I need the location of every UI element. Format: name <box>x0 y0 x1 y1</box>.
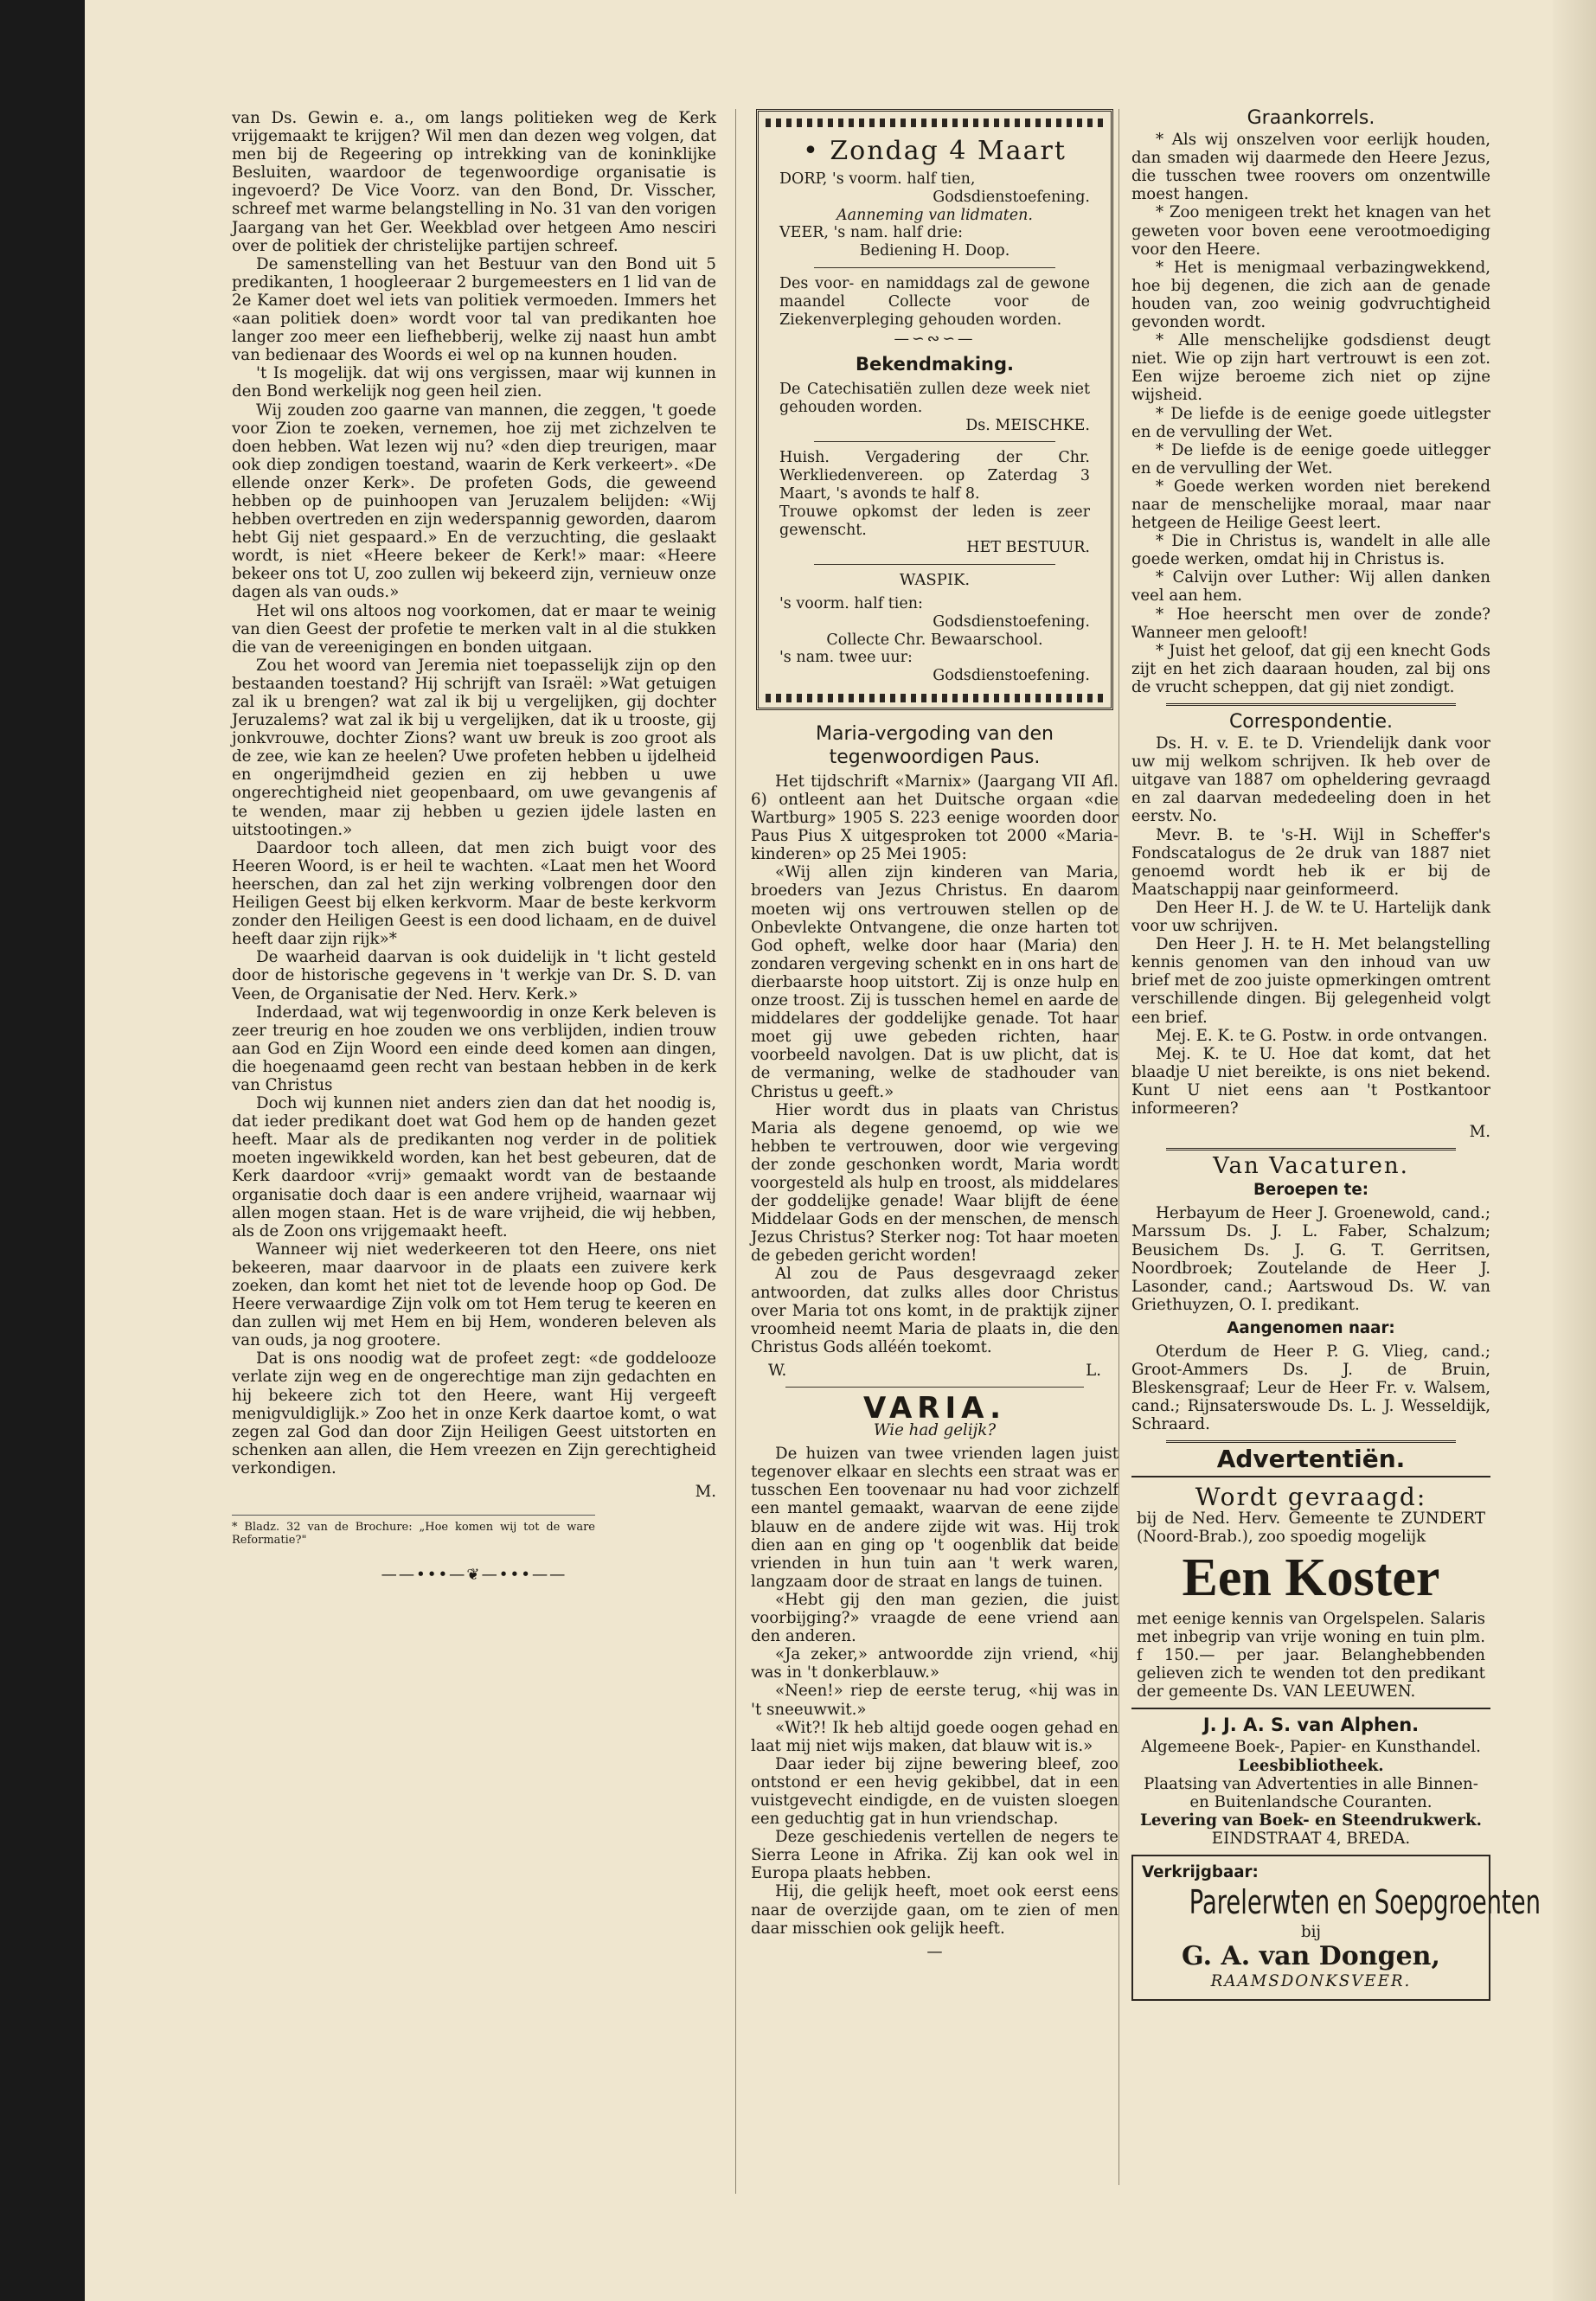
notice-signature: Ds. MEISCHKE. <box>965 416 1090 434</box>
article-paragraph: Zou het woord van Jeremia niet toepasselijk zijn op den bestaanden toestand? Hij schrijft van Israël: »Wat getuigen zal ik u brengen? wat zal ik bij u vergelijken, gij dochter Jeruzalems? wat zal ik bij u vergelijken, dat ik u trooste, gij jonkvrouwe, dochter Zions? want uw breuk is zoo groot als de zee, wie kan ze heelen? Uwe profeten hebben u ijdelheid en ongerijmdheid gezien en zij hebben u uwe ongerechtigheid niet geopenbaard, om uwe gevangenis af te wenden, maar zij hebben u gezien ijdele lasten en uitstootingen.» <box>232 656 716 839</box>
column-right <box>1131 107 1541 2001</box>
dorp-service: Godsdienstoefening. <box>933 188 1090 206</box>
article-paragraph: Wanneer wij niet wederkeeren tot den Heere, ons niet bekeeren, maar daarvoor in de plaats een zuivere kerk zoeken, dan komt het niet tot de levende hoop op God. De Heere verwaardige Zijn volk om tot Hem terug te keeren en dan zullen wij met Hem en bij Hem, wonderen beleven als van ouds, ja nog grootere. <box>232 1240 716 1350</box>
graankorrel-item: * Calvijn over Luther: Wij allen danken veel aan hem. <box>1131 568 1490 606</box>
correspondence-item: Mej. E. K. te G. Postw. in orde ontvangen. <box>1156 1026 1488 1045</box>
correspondence-item: Den Heer J. H. te H. Met belangstelling kennis genomen van den inhoud van uw brief met de zoo juiste opmerkingen omtrent verschillende dingen. Bij gelegenheid volgt een brief. <box>1131 935 1490 1027</box>
correspondence-item: Den Heer H. J. de W. te U. Hartelijk dank voor uw schrijven. <box>1131 898 1490 936</box>
article-signature: M. <box>695 1483 716 1502</box>
catechisatie-notice: De Catechisatiën zullen deze week niet gehouden worden. <box>779 380 1090 416</box>
waspik-morning-service: Godsdienstoefening. <box>933 612 1090 631</box>
column-middle <box>751 109 1118 1961</box>
alphen-line: Leesbibliotheek. <box>1238 1756 1384 1775</box>
divider <box>785 1387 1084 1388</box>
article-paragraph: De huizen van twee vrienden lagen juist tegenover elkaar en slechts een straat was er tusschen Een toovenaar nu had voor zichzelf een mantel gemaakt, waarvan de eene zijde blauw en de andere zijde wit was. Hij trok dien aan en ging op 't oogenblik dat beide vrienden in hun tuin aan 't werk waren, langzaam door de straat en langs de tuinen. <box>751 1445 1118 1591</box>
koster-ad-heading: Wordt gevraagd: <box>1195 1482 1427 1511</box>
beroepen-list: Herbayum de Heer J. Groenewold, cand.; Marssum Ds. J. L. Faber, Schalzum; Beusichem Ds. J. G. T. Gerritsen, Noordbroek; Zoutelande de Heer J. Lasonder, cand.; Aartswoud Ds. W. van Griethuyzen, O. I. predikant. <box>1131 1204 1490 1314</box>
correspondence-item: Mevr. B. te 's-H. Wijl in Scheffer's Fondscatalogus de 2e druk van 1887 niet genoemd wordt heb ik er bij de Maatschappij naar geinformeerd. <box>1131 825 1490 899</box>
article-paragraph: Hij, die gelijk heeft, moet ook eerst eens naar de overzijde gaan, om te zien of men daar misschien ook gelijk heeft. <box>751 1882 1118 1938</box>
vacaturen-heading: Van Vacaturen. <box>1213 1153 1409 1180</box>
correspondence-item: Mej. K. te U. Hoe dat komt, dat het blaadje U niet bereikte, is ons niet bekend. Kunt U niet eens aan 't Postkantoor informeeren? <box>1131 1044 1490 1118</box>
article-signature: M. <box>1469 1123 1490 1142</box>
meeting-attendance: Trouwe opkomst der leden is zeer gewenscht. <box>779 503 1090 539</box>
article-signature <box>751 1362 1118 1380</box>
signature-initial: W. <box>768 1361 787 1380</box>
divider <box>1166 1440 1456 1443</box>
bekendmaking-heading: Bekendmaking. <box>855 354 1015 375</box>
collecte-notice: Des voor- en namiddags zal de gewone maandel Collecte voor de Ziekenverpleging gehouden worden. <box>779 274 1090 329</box>
divider <box>1166 1148 1456 1150</box>
divider <box>814 564 1055 565</box>
product-name: Parelerwten en Soepgroenten <box>1189 1883 1541 1922</box>
alphen-advertisement <box>1131 1716 1490 1848</box>
newspaper-page <box>85 0 1596 2301</box>
signature-initial: L. <box>1086 1361 1101 1380</box>
column-divider <box>735 109 736 2194</box>
waspik-morning-time: 's voorm. half tien: <box>779 594 923 612</box>
seller-town: RAAMSDONKSVEER. <box>1210 1972 1412 1991</box>
column-divider <box>1118 109 1119 2185</box>
article-paragraph: Hier wordt dus in plaats van Christus Maria als degene genoemd, op wie we hebben te vertrouwen, door wie vergeving der zonde geschonken wordt, Maria wordt voorgesteld als hulp en troost, als middelares der goddelijke genade! Waar blijft de éene Middelaar Gods en der menschen, de mensch Jezus Christus? Sterker nog: Tot haar moeten de gebeden gericht worden! <box>751 1100 1118 1266</box>
dorp-service-note: Aanneming van lidmaten. <box>836 206 1033 224</box>
advertenties-heading: Advertentiën. <box>1216 1445 1406 1474</box>
graankorrel-item: * Hoe heerscht men over de zonde? Wanneer men gelooft! <box>1131 605 1490 642</box>
article-paragraph: van Ds. Gewin e. a., om langs politieken weg de Kerk vrijgemaakt te krijgen? Wil men dan dezen weg volgen, dat men bij de Regeering op intrekking van de koninklijke Besluiten, waardoor de tegenwoordige organisatie is ingevoerd? De Vice Voorz. van den Bond, Dr. Visscher, schreef met warme belangstelling in No. 31 van den vorigen Jaargang van het Ger. Weekblad over hetgeen Amo nesciri over de politiek der christelijke partijen schreef. <box>232 109 716 255</box>
varia-subtitle: Wie had gelijk? <box>873 1421 997 1440</box>
koster-ad-body: met eenige kennis van Orgelspelen. Salaris met inbegrip van vrije woning en tuin plm. f 150.— per jaar. Belanghebbenden gelieven zich te wenden tot den predikant der gemeente Ds. VAN LEEUWEN. <box>1137 1609 1485 1702</box>
dorp-service-time: DORP, 's voorm. half tien, <box>779 170 976 188</box>
graankorrel-item: * Als wij onszelven voor eerlijk houden, dan smaden wij daarmede den Heere Jezus, die tusschen twee roovers om onzentwille moest hangen. <box>1131 131 1490 204</box>
varia-heading: VARIA. <box>862 1391 1006 1426</box>
waspik-afternoon-time: 's nam. twee uur: <box>779 649 913 667</box>
article-paragraph: Doch wij kunnen niet anders zien dan dat het noodig is, dat ieder predikant doet wat God hem op de handen gezet heeft. Maar als de predikanten nog verder in de politiek moeten ingewikkeld worden, kan het best gebeuren, dat de Kerk daardoor «vrij» gemaakt wordt van de bestaande organisatie doch daar is een andere vrijheid, waarnaar wij allen mogen staan. Het is de ware vrijheid, die wij hebben, als de Zoon ons vrijgemaakt heeft. <box>232 1094 716 1240</box>
article-paragraph: Het wil ons altoos nog voorkomen, dat er maar te weinig van dien Geest der profetie te merken valt in al die stukken die van de vereenigingen en bonden uitgaan. <box>232 601 716 657</box>
ornament: —∽∾∽— <box>894 330 976 349</box>
article-paragraph: «Wij allen zijn kinderen van Maria, broeders van Jezus Christus. En daarom moeten wij ons vertrouwen stellen op de Onbevlekte Ontvangene, die onze harten tot God opheft, welke door haar (Maria) den zondaren vergeving schenkt en in ons hart de dierbaarste hoop uitstort. Zij is onze hulp en onze troost. Zij is tusschen hemel en aarde de middelares der goddelijke genade. Tot haar moet gij uwe gebeden richten, haar voorbeeld navolgen. Dat is uw plicht, dat is de vermaning, welke de stadhouder van Christus u geeft.» <box>751 863 1118 1101</box>
footnote: * Bladz. 32 van de Brochure: „Hoe komen wij tot de ware Reformatie?" <box>232 1515 595 1547</box>
beroepen-heading: Beroepen te: <box>1253 1181 1368 1200</box>
article-paragraph: Het tijdschrift «Marnix» (Jaargang VII Afl. 6) ontleent aan het Duitsche orgaan «die Wartburg» 1905 S. 223 eenige woorden door Paus Pius X uitgesproken tot 2000 «Maria-kinderen» op 25 Mei 1905: <box>751 772 1118 864</box>
verkrijgbaar-heading: Verkrijgbaar: <box>1142 1862 1259 1881</box>
graankorrel-item: * Alle menschelijke godsdienst deugt niet. Wie op zijn hart vertrouwt is een zot. Een wijze beroeme zich niet op zijne wijsheid. <box>1131 331 1490 405</box>
article-paragraph: Daardoor toch alleen, dat men zich buigt voor des Heeren Woord, is er heil te wachten. «Laat men het Woord heerschen, dan zal het zijn werking volbrengen door den Heiligen Geest bij elken kerkvorm. Maar de beste kerkvorm zonder den Heiligen Geest is een dood lichaam, en de duivel heeft daar zijn rijk»* <box>232 838 716 949</box>
alphen-line: Plaatsing van Advertenties in alle Binnen- en Buitenlandsche Couranten. <box>1144 1774 1478 1811</box>
alphen-address: EINDSTRAAT 4, BREDA. <box>1211 1829 1411 1848</box>
article-paragraph: Deze geschiedenis vertellen de negers te Sierra Leone in Afrika. Zij kan ook wel in Europa plaats hebben. <box>751 1828 1118 1883</box>
meeting-notice: Huish. Vergadering der Chr. Werkliedenvereen. op Zaterdag 3 Maart, 's avonds te half 8. <box>779 449 1090 503</box>
waspik-collecte: Collecte Chr. Bewaarschool. <box>826 631 1043 649</box>
veer-service: Bediening H. Doop. <box>859 242 1010 260</box>
alphen-line: Algemeene Boek-, Papier- en Kunsthandel. <box>1141 1738 1481 1757</box>
alphen-name: J. J. A. S. van Alphen. <box>1202 1715 1420 1736</box>
end-ornament: ——•••—❦—•••—— <box>381 1566 567 1585</box>
article-paragraph: «Neen!» riep de eerste terug, «hij was in 't sneeuwwit.» <box>751 1682 1118 1719</box>
graankorrel-item: * De liefde is de eenige goede uitlegster en de vervulling der Wet. <box>1131 404 1490 441</box>
graankorrels-heading: Graankorrels. <box>1247 107 1375 129</box>
koster-advertisement <box>1131 1476 1490 1710</box>
graankorrel-item: * Goede werken worden niet berekend naar de menschelijke moraal, maar naar hetgeen de Heilige Geest leert. <box>1131 477 1490 533</box>
divider <box>814 267 1055 268</box>
article-paragraph: De waarheid daarvan is ook duidelijk in 't licht gesteld door de historische gegevens in 't werkje van Dr. S. D. van Veen, de Organisatie der Ned. Herv. Kerk.» <box>232 948 716 1003</box>
correspondentie-heading: Correspondentie. <box>1228 711 1394 733</box>
article-paragraph: Daar ieder bij zijne bewering bleef, zoo ontstond er een hevig gekibbel, dat in een vuistgevecht eindigde, en de vuisten sloegen een geduchtig gat in hun vriendschap. <box>751 1754 1118 1829</box>
aangenomen-list: Oterdum de Heer P. G. Vlieg, cand.; Groot-Ammers Ds. J. de Bruin, Bleskensgraaf; Leur de Heer Fr. v. Walsem, cand.; Rijnsaterswoude Ds. L. J. Wesseldijk, Schraard. <box>1131 1343 1490 1434</box>
article-paragraph: 't Is mogelijk. dat wij ons vergissen, maar wij kunnen in den Bond werkelijk nog geen heil zien. <box>232 364 716 401</box>
article-paragraph: Inderdaad, wat wij tegenwoordig in onze Kerk beleven is zeer treurig en hoe zouden we ons verblijden, indien trouw aan God en Zijn Woord een einde deed komen aan dingen, die hoegenaamd geen recht van bestaan hebben in de kerk van Christus <box>232 1003 716 1094</box>
notice-signature: HET BESTUUR. <box>966 539 1090 557</box>
waspik-afternoon-service: Godsdienstoefening. <box>933 667 1090 685</box>
article-paragraph: Al zou de Paus desgevraagd zeker antwoorden, dat zulks alles door Christus over Maria tot ons komt, in de praktijk zijner vroomheid neemt Maria de plaats in, die den Christus Gods alléén toekomt. <box>751 1265 1118 1356</box>
alphen-line: Levering van Boek- en Steendrukwerk. <box>1140 1811 1482 1830</box>
divider <box>814 441 1055 442</box>
correspondence-item: Ds. H. v. E. te D. Vriendelijk dank voor uw mij welkom schrijven. Ik heb over de uitgave van 1887 om opheldering gevraagd en zal daarvan mededeeling doen in het eerstv. No. <box>1131 734 1490 826</box>
page-edge <box>1553 0 1596 2301</box>
church-notices-box <box>756 109 1113 710</box>
graankorrel-item: * Juist het geloof, dat gij een knecht Gods zijt en het zich daaraan houden, zal bij ons de vrucht scheppen, dat gij niet zondigt. <box>1131 641 1490 696</box>
graankorrel-item: * Het is menigmaal verbazingwekkend, hoe bij degenen, die zich aan de genade houden van, zoo weinig godvruchtigheid gevonden wordt. <box>1131 258 1490 332</box>
graankorrel-item: * Die in Christus is, wandelt in alle alle goede werken, omdat hij in Christus is. <box>1131 532 1490 569</box>
waspik-heading: WASPIK. <box>899 571 971 590</box>
column-left <box>232 109 716 1584</box>
graankorrel-item: * De liefde is de eenige goede uitlegger en de vervulling der Wet. <box>1131 440 1490 478</box>
article-paragraph: Dat is ons noodig wat de profeet zegt: «de goddelooze verlate zijn weg en de ongerechtige man zijn gedachten en hij bekeere zich tot den Heere, want Hij vergeeft menigvuldiglijk.» Zoo het in onze Kerk daartoe komt, o wat zegen zal God dan door Zijn Heiligen Geest uitstorten en schenken aan allen, die Hem vreezen en Zijn gerechtigheid verkondigen. <box>232 1349 716 1477</box>
book-binding <box>0 0 85 2301</box>
koster-ad-title: Een Koster <box>1182 1548 1440 1607</box>
graankorrel-item: * Zoo menigeen trekt het knagen van het geweten voor boven eene verootmoediging voor den Heere. <box>1131 203 1490 259</box>
product-bij: bij <box>1300 1923 1322 1942</box>
article-paragraph: De samenstelling van het Bestuur van den Bond uit 5 predikanten, 1 hoogleeraar 2 burgemeesters en 1 lid van de 2e Kamer doet wel iets van politiek vermoeden. Immers het «aan politiek doen» wordt voor tal van predikanten hoe langer zoo meer een liefhebberij, welke zij naast hun ambt van bedienaar des Woords ei wel op na kunnen houden. <box>232 254 716 365</box>
aangenomen-heading: Aangenomen naar: <box>1227 1318 1395 1337</box>
article-title: Maria-vergoding van den tegenwoordigen Paus. <box>816 722 1054 768</box>
article-paragraph: «Wit?! Ik heb altijd goede oogen gehad en laat mij niet wijs maken, dat blauw wit is.» <box>751 1718 1118 1755</box>
service-date-heading: • Zondag 4 Maart <box>803 136 1067 166</box>
dongen-advertisement <box>1131 1855 1541 2001</box>
ornamental-border-bottom <box>766 694 1104 702</box>
article-paragraph: «Hebt gij den man gezien, die juist voorbijging?» vraagde de eene vriend aan den anderen. <box>751 1590 1118 1646</box>
veer-service-time: VEER, 's nam. half drie: <box>779 224 964 242</box>
article-paragraph: «Ja zeker,» antwoordde zijn vriend, «hij was in 't donkerblauw.» <box>751 1645 1118 1682</box>
article-paragraph: Wij zouden zoo gaarne van mannen, die zeggen, 't goede voor Zion te zoeken, vernemen, hoe zij met zichzelven te doen hebben. Wat lezen wij nu? «den diep treurigen, maar ook diep zondigen toestand, waarin de Kerk verkeert». «De ellende onzer Kerk». De profeten Gods, die geweend hebben op de puinhoopen van Jeruzalem belijden: «Wij hebben overtreden en zijn wederspannig geworden, daarom hebt Gij niet gespaard.» En de verzuchting, die geslaakt wordt, is niet «Heere bekeer de Kerk!» maar: «Heere bekeer ons tot U, zoo zullen wij bekeerd zijn, vernieuw onze dagen als van ouds.» <box>232 401 716 602</box>
koster-ad-intro: bij de Ned. Herv. Gemeente te ZUNDERT (Noord-Brab.), zoo spoedig mogelijk <box>1137 1509 1485 1546</box>
seller-name: G. A. van Dongen, <box>1182 1941 1440 1972</box>
divider <box>1166 703 1456 706</box>
end-mark: — <box>926 1942 943 1961</box>
ornamental-border-top <box>766 119 1104 127</box>
